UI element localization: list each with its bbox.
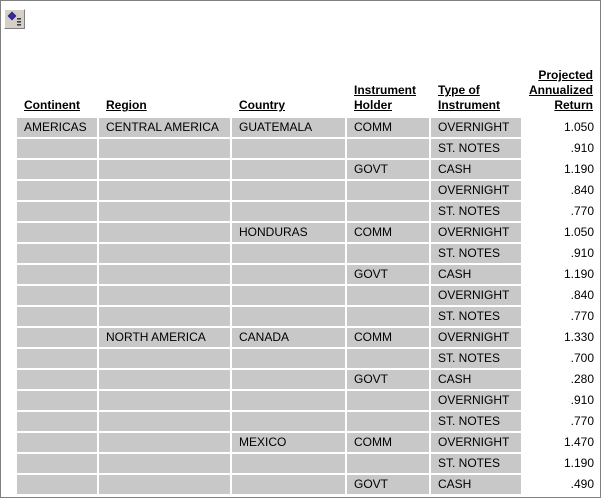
cell-projected-return: .700 — [570, 351, 594, 365]
cell-instrument-type: OVERNIGHT — [431, 223, 521, 242]
cell-projected-return: .490 — [570, 477, 594, 491]
cell-projected-return: .840 — [570, 288, 594, 302]
cell-instrument-type: CASH — [431, 475, 521, 494]
cell-instrument-holder — [347, 391, 429, 410]
cell-instrument-type: ST. NOTES — [431, 307, 521, 326]
cell-instrument-type: ST. NOTES — [431, 244, 521, 263]
cell-region: CENTRAL AMERICA — [99, 118, 230, 137]
table-row — [1, 390, 600, 411]
cell-instrument-type: OVERNIGHT — [431, 328, 521, 347]
table-row — [1, 201, 600, 222]
cell-country — [232, 370, 345, 389]
cell-region — [99, 181, 230, 200]
cell-continent — [17, 349, 97, 368]
cell-continent — [17, 391, 97, 410]
cell-instrument-holder — [347, 139, 429, 158]
cell-continent — [17, 160, 97, 179]
cell-continent — [17, 328, 97, 347]
cell-region — [99, 307, 230, 326]
cell-region — [99, 433, 230, 452]
cell-continent — [17, 475, 97, 494]
cell-instrument-holder — [347, 349, 429, 368]
cell-projected-return: 1.190 — [563, 162, 594, 176]
table-row — [1, 474, 600, 495]
cell-instrument-type: CASH — [431, 370, 521, 389]
cell-instrument-holder — [347, 412, 429, 431]
cell-country: HONDURAS — [232, 223, 345, 242]
table-row — [1, 159, 600, 180]
cell-country: MEXICO — [232, 433, 345, 452]
table-row — [1, 222, 600, 243]
cell-country — [232, 244, 345, 263]
cell-region — [99, 370, 230, 389]
cell-instrument-type: ST. NOTES — [431, 412, 521, 431]
cell-country — [232, 286, 345, 305]
header-region[interactable]: Region — [106, 98, 147, 112]
cell-region: NORTH AMERICA — [99, 328, 230, 347]
table-row — [1, 285, 600, 306]
cell-region — [99, 475, 230, 494]
cell-projected-return: .910 — [570, 141, 594, 155]
cell-continent — [17, 265, 97, 284]
cell-instrument-holder: COMM — [347, 328, 429, 347]
cell-region — [99, 244, 230, 263]
table-row — [1, 369, 600, 390]
table-row — [1, 411, 600, 432]
cell-region — [99, 223, 230, 242]
header-country[interactable]: Country — [239, 98, 285, 112]
cell-instrument-type: ST. NOTES — [431, 139, 521, 158]
table-row — [1, 243, 600, 264]
cell-region — [99, 202, 230, 221]
header-return-line3: Return — [554, 98, 593, 112]
cell-continent — [17, 139, 97, 158]
cell-continent — [17, 223, 97, 242]
cell-projected-return: 1.470 — [563, 435, 594, 449]
cell-instrument-type: CASH — [431, 160, 521, 179]
cell-instrument-type: OVERNIGHT — [431, 433, 521, 452]
table-row — [1, 117, 600, 138]
report-table-body — [1, 117, 600, 495]
cell-instrument-type: OVERNIGHT — [431, 391, 521, 410]
cell-instrument-holder: COMM — [347, 223, 429, 242]
cell-continent — [17, 286, 97, 305]
header-return-line1: Projected — [538, 68, 593, 82]
table-row — [1, 327, 600, 348]
cell-country — [232, 412, 345, 431]
cell-country — [232, 349, 345, 368]
header-type-line1: Type of — [438, 83, 480, 97]
cell-projected-return: .910 — [570, 246, 594, 260]
cell-region — [99, 265, 230, 284]
header-type-line2: Instrument — [438, 98, 501, 112]
cell-instrument-holder: GOVT — [347, 370, 429, 389]
cell-instrument-type: OVERNIGHT — [431, 181, 521, 200]
cell-continent — [17, 433, 97, 452]
cell-country — [232, 307, 345, 326]
cell-projected-return: .910 — [570, 393, 594, 407]
table-row — [1, 432, 600, 453]
table-row — [1, 306, 600, 327]
cell-projected-return: .280 — [570, 372, 594, 386]
cell-instrument-type: OVERNIGHT — [431, 118, 521, 137]
cell-region — [99, 412, 230, 431]
cell-instrument-type: ST. NOTES — [431, 349, 521, 368]
header-holder-line1: Instrument — [354, 83, 417, 97]
header-instrument-holder[interactable] — [354, 83, 416, 113]
cell-projected-return: 1.190 — [563, 267, 594, 281]
cell-country — [232, 139, 345, 158]
cell-projected-return: .770 — [570, 309, 594, 323]
table-row — [1, 138, 600, 159]
cell-instrument-holder — [347, 244, 429, 263]
header-projected-return[interactable] — [529, 68, 593, 113]
cell-continent — [17, 202, 97, 221]
cell-country — [232, 475, 345, 494]
cell-region — [99, 349, 230, 368]
cell-instrument-holder — [347, 181, 429, 200]
cell-continent — [17, 244, 97, 263]
cell-continent — [17, 370, 97, 389]
cell-region — [99, 391, 230, 410]
cell-country — [232, 391, 345, 410]
cell-continent — [17, 181, 97, 200]
cell-country — [232, 181, 345, 200]
report-options-icon — [7, 11, 23, 27]
cell-instrument-type: ST. NOTES — [431, 202, 521, 221]
cell-instrument-holder — [347, 454, 429, 473]
cell-continent — [17, 412, 97, 431]
cell-projected-return: 1.190 — [563, 456, 594, 470]
cell-country: GUATEMALA — [232, 118, 345, 137]
cell-region — [99, 454, 230, 473]
table-row — [1, 264, 600, 285]
table-row — [1, 453, 600, 474]
header-return-line2: Annualized — [528, 83, 593, 97]
cell-projected-return: .770 — [570, 414, 594, 428]
cell-instrument-holder — [347, 286, 429, 305]
cell-instrument-holder: COMM — [347, 433, 429, 452]
cell-region — [99, 139, 230, 158]
cell-region — [99, 286, 230, 305]
header-holder-line2: Holder — [354, 98, 393, 112]
cell-instrument-holder: GOVT — [347, 160, 429, 179]
cell-country: CANADA — [232, 328, 345, 347]
cell-instrument-type: OVERNIGHT — [431, 286, 521, 305]
cell-country — [232, 202, 345, 221]
cell-projected-return: 1.050 — [563, 120, 594, 134]
cell-country — [232, 160, 345, 179]
table-row — [1, 180, 600, 201]
cell-instrument-holder: GOVT — [347, 265, 429, 284]
cell-continent — [17, 307, 97, 326]
report-options-button[interactable] — [4, 9, 25, 29]
cell-projected-return: 1.050 — [563, 225, 594, 239]
cell-continent — [17, 454, 97, 473]
cell-projected-return: .840 — [570, 183, 594, 197]
cell-instrument-type: CASH — [431, 265, 521, 284]
cell-instrument-holder — [347, 307, 429, 326]
cell-country — [232, 454, 345, 473]
cell-projected-return: .770 — [570, 204, 594, 218]
cell-instrument-holder: GOVT — [347, 475, 429, 494]
header-type-of-instrument[interactable] — [438, 83, 500, 113]
cell-instrument-type: ST. NOTES — [431, 454, 521, 473]
cell-region — [99, 160, 230, 179]
cell-country — [232, 265, 345, 284]
cell-projected-return: 1.330 — [563, 330, 594, 344]
cell-continent: AMERICAS — [17, 118, 97, 137]
header-continent[interactable]: Continent — [24, 98, 80, 112]
cell-instrument-holder — [347, 202, 429, 221]
table-row — [1, 348, 600, 369]
cell-instrument-holder: COMM — [347, 118, 429, 137]
